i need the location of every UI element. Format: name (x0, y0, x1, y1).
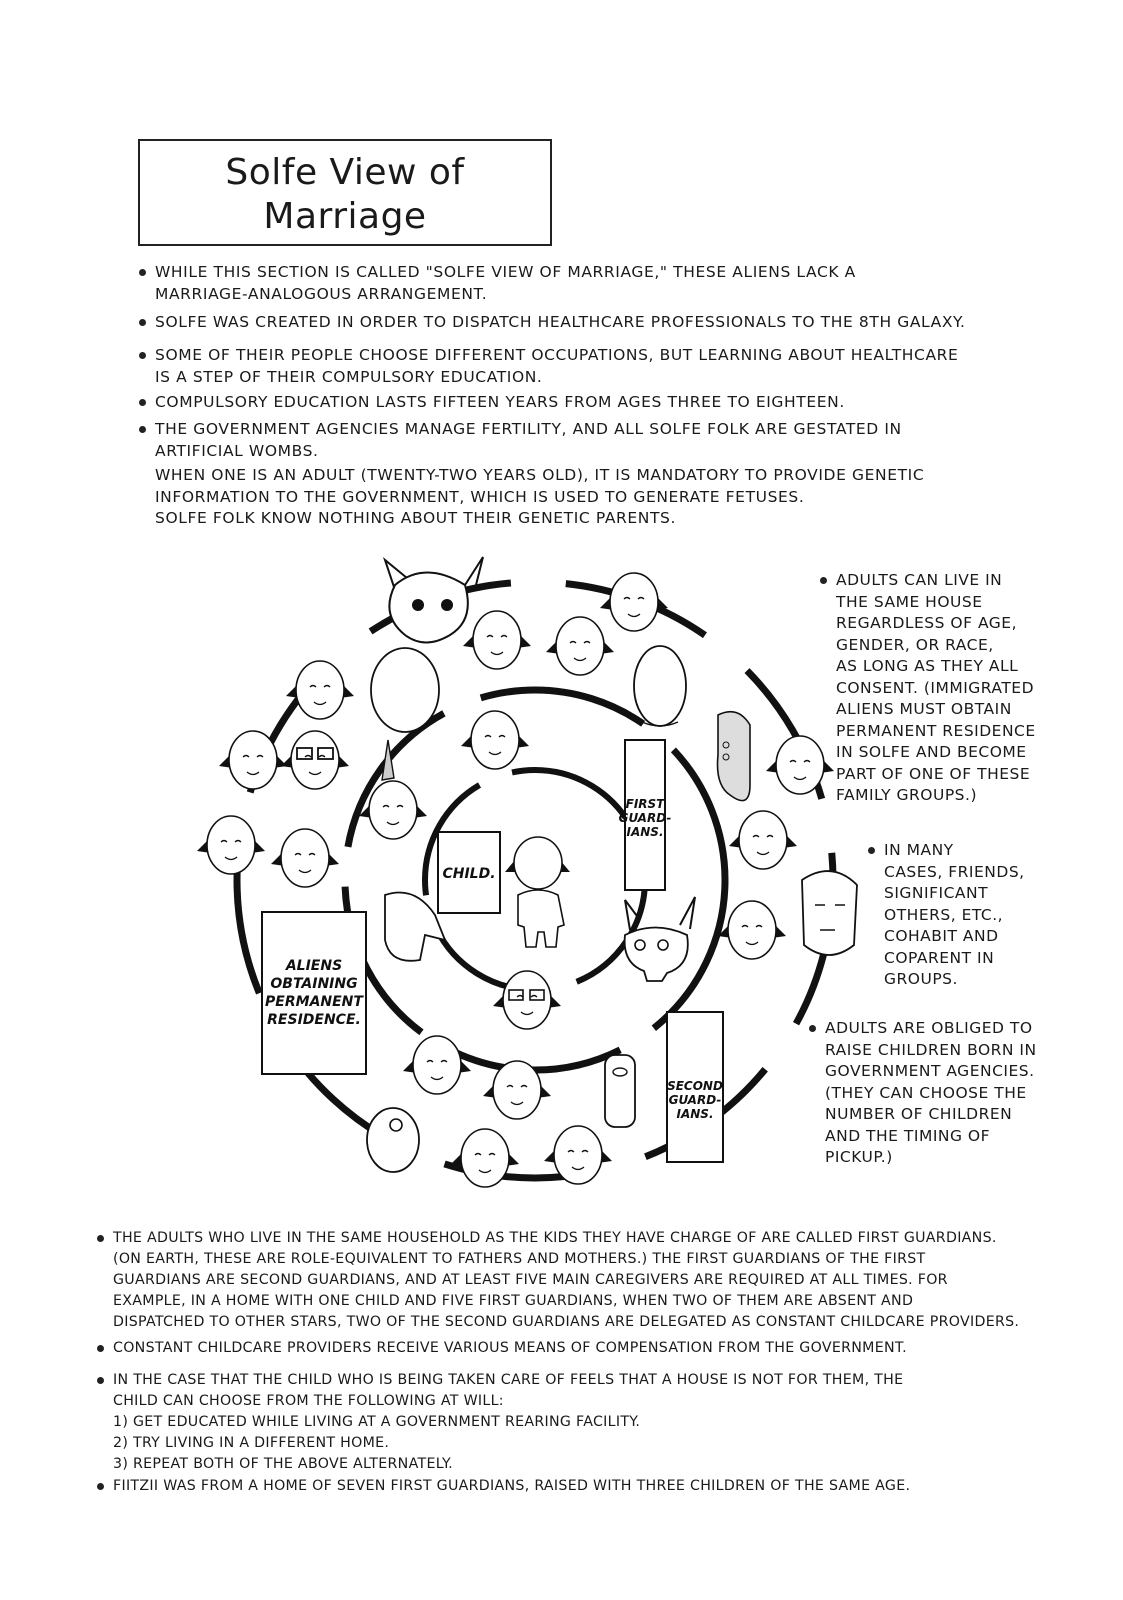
second-guardians-label-line: SECOND (667, 1079, 723, 1093)
face (219, 731, 287, 789)
face (600, 573, 668, 631)
tentacle-alien-face (371, 648, 439, 780)
page-title-line-1: Solfe View of (225, 152, 465, 193)
aliens-label-line: ALIENS (285, 958, 343, 974)
text-line: PART OF ONE OF THESE (836, 764, 1031, 783)
text-line: WHEN ONE IS AN ADULT (TWENTY-TWO YEARS OLD), IT IS MANDATORY TO PROVIDE GENETIC (155, 466, 925, 484)
text-line: CONSENT. (IMMIGRATED (836, 678, 1035, 697)
text-line: EXAMPLE, IN A HOME WITH ONE CHILD AND FIVE FIRST GUARDIANS, WHEN TWO OF THEM ARE ABSENT AND (113, 1293, 914, 1309)
text-line: NUMBER OF CHILDREN (825, 1105, 1013, 1123)
text-line: 1) GET EDUCATED WHILE LIVING AT A GOVERNMENT REARING FACILITY. (113, 1414, 641, 1430)
text-line: CASES, FRIENDS, (884, 862, 1025, 881)
face (729, 811, 797, 869)
text-line: IN THE CASE THAT THE CHILD WHO IS BEING TAKEN CARE OF FEELS THAT A HOUSE IS NOT FOR THEM, THE (113, 1372, 904, 1388)
text-line: AS LONG AS THEY ALL (836, 657, 1019, 675)
face (461, 711, 529, 769)
glasses-face-middle (493, 971, 561, 1029)
text-line: GOVERNMENT AGENCIES. (825, 1062, 1035, 1080)
text-line: OTHERS, ETC., (884, 905, 1004, 924)
face (766, 736, 834, 794)
text-line: INFORMATION TO THE GOVERNMENT, WHICH IS USED TO GENERATE FETUSES. (155, 487, 805, 506)
face (463, 611, 531, 669)
text-line: DISPATCHED TO OTHER STARS, TWO OF THE SECOND GUARDIANS ARE DELEGATED AS CONSTANT CHILDCARE PROVIDERS. (113, 1314, 1020, 1330)
second-guardians-label-line: GUARD- (668, 1093, 722, 1107)
text-line: (ON EARTH, THESE ARE ROLE-EQUIVALENT TO FATHERS AND MOTHERS.) THE FIRST GUARDIANS OF THE FIRST (113, 1251, 926, 1267)
side-note-1 (836, 570, 1036, 807)
text-line: IN SOLFE AND BECOME (836, 743, 1027, 761)
text-line: SOME OF THEIR PEOPLE CHOOSE DIFFERENT OCCUPATIONS, BUT LEARNING ABOUT HEALTHCARE (155, 346, 959, 364)
text-line: (THEY CAN CHOOSE THE (825, 1083, 1027, 1102)
text-line: 2) TRY LIVING IN A DIFFERENT HOME. (113, 1435, 390, 1451)
text-line: THE GOVERNMENT AGENCIES MANAGE FERTILITY, AND ALL SOLFE FOLK ARE GESTATED IN (155, 420, 902, 438)
text-line: CONSTANT CHILDCARE PROVIDERS RECEIVE VARIOUS MEANS OF COMPENSATION FROM THE GOVERNMENT. (113, 1340, 907, 1356)
text-line: GROUPS. (884, 970, 958, 988)
face (546, 617, 614, 675)
face (718, 901, 786, 959)
text-line: REGARDLESS OF AGE, (836, 614, 1018, 632)
text-line: COPARENT IN (884, 948, 995, 967)
text-line: ADULTS ARE OBLIGED TO (825, 1019, 1033, 1037)
child-figure (505, 837, 570, 947)
aliens-label-line: OBTAINING (270, 976, 358, 992)
text-line: ARTIFICIAL WOMBS. (155, 441, 319, 460)
one-eye-alien (367, 1108, 419, 1172)
text-line: IS A STEP OF THEIR COMPULSORY EDUCATION. (155, 367, 543, 386)
text-line: THE SAME HOUSE (836, 592, 983, 611)
aliens-label-line: PERMANENT (265, 994, 363, 1010)
tall-blob-alien (718, 712, 751, 801)
text-line: SIGNIFICANT (884, 884, 989, 902)
side-note-3 (825, 1018, 1037, 1169)
text-line: COMPULSORY EDUCATION LASTS FIFTEEN YEARS FROM AGES THREE TO EIGHTEEN. (155, 393, 845, 411)
horned-skull-alien (625, 897, 695, 981)
bottom-bullet-1 (113, 1228, 1019, 1333)
face (403, 1036, 471, 1094)
text-line: CHILD CAN CHOOSE FROM THE FOLLOWING AT WILL: (113, 1393, 504, 1409)
text-line: COHABIT AND (884, 927, 999, 945)
square-head-alien (802, 871, 857, 955)
horned-alien-face (385, 557, 483, 643)
aliens-label-box (262, 912, 366, 1074)
text-line: THE ADULTS WHO LIVE IN THE SAME HOUSEHOLD AS THE KIDS THEY HAVE CHARGE OF ARE CALLED FIRST GUARDIANS. (113, 1230, 997, 1246)
aliens-label-line: RESIDENCE. (267, 1012, 361, 1028)
egg-alien-face (634, 646, 686, 726)
text-line: WHILE THIS SECTION IS CALLED "SOLFE VIEW OF MARRIAGE," THESE ALIENS LACK A (155, 263, 856, 281)
text-line: PERMANENT RESIDENCE (836, 721, 1036, 740)
first-guardians-label-line: IANS. (626, 825, 664, 839)
text-line: GUARDIANS ARE SECOND GUARDIANS, AND AT LEAST FIVE MAIN CAREGIVERS ARE REQUIRED AT ALL TIMES. FOR (113, 1272, 948, 1288)
face (286, 661, 354, 719)
text-line: FAMILY GROUPS.) (836, 786, 977, 804)
first-guardians-label-box (619, 740, 672, 890)
child-label: CHILD. (442, 866, 496, 882)
bottom-bullet-3 (113, 1370, 903, 1475)
text-line: FIITZII WAS FROM A HOME OF SEVEN FIRST GUARDIANS, RAISED WITH THREE CHILDREN OF THE SAME AGE. (113, 1478, 911, 1494)
text-line: SOLFE WAS CREATED IN ORDER TO DISPATCH HEALTHCARE PROFESSIONALS TO THE 8TH GALAXY. (155, 313, 966, 331)
text-line: RAISE CHILDREN BORN IN (825, 1040, 1037, 1059)
first-guardians-label-line: GUARD- (618, 811, 672, 825)
text-line: PICKUP.) (825, 1148, 893, 1166)
second-guardians-label-line: IANS. (676, 1107, 714, 1121)
face (271, 829, 339, 887)
bottom-bullet-4 (113, 1476, 910, 1497)
text-line: IN MANY (884, 841, 954, 859)
text-line: GENDER, OR RACE, (836, 635, 994, 654)
text-line: ALIENS MUST OBTAIN (836, 700, 1012, 718)
text-line: MARRIAGE-ANALOGOUS ARRANGEMENT. (155, 284, 488, 303)
side-note-2 (884, 840, 1025, 991)
glasses-face (281, 731, 349, 789)
text-line: 3) REPEAT BOTH OF THE ABOVE ALTERNATELY. (113, 1456, 453, 1472)
bottom-bullet-2 (113, 1338, 907, 1359)
child-label-box (438, 832, 500, 913)
text-line: SOLFE FOLK KNOW NOTHING ABOUT THEIR GENETIC PARENTS. (155, 509, 677, 527)
face (197, 816, 265, 874)
text-line: ADULTS CAN LIVE IN (836, 571, 1003, 589)
page-title-line-2: Marriage (263, 196, 427, 237)
second-guardians-label-box (667, 1012, 723, 1162)
first-guardians-label-line: FIRST (625, 797, 665, 811)
capsule-alien (605, 1055, 635, 1127)
bird-alien-face (385, 893, 445, 961)
text-line: AND THE TIMING OF (825, 1126, 991, 1145)
